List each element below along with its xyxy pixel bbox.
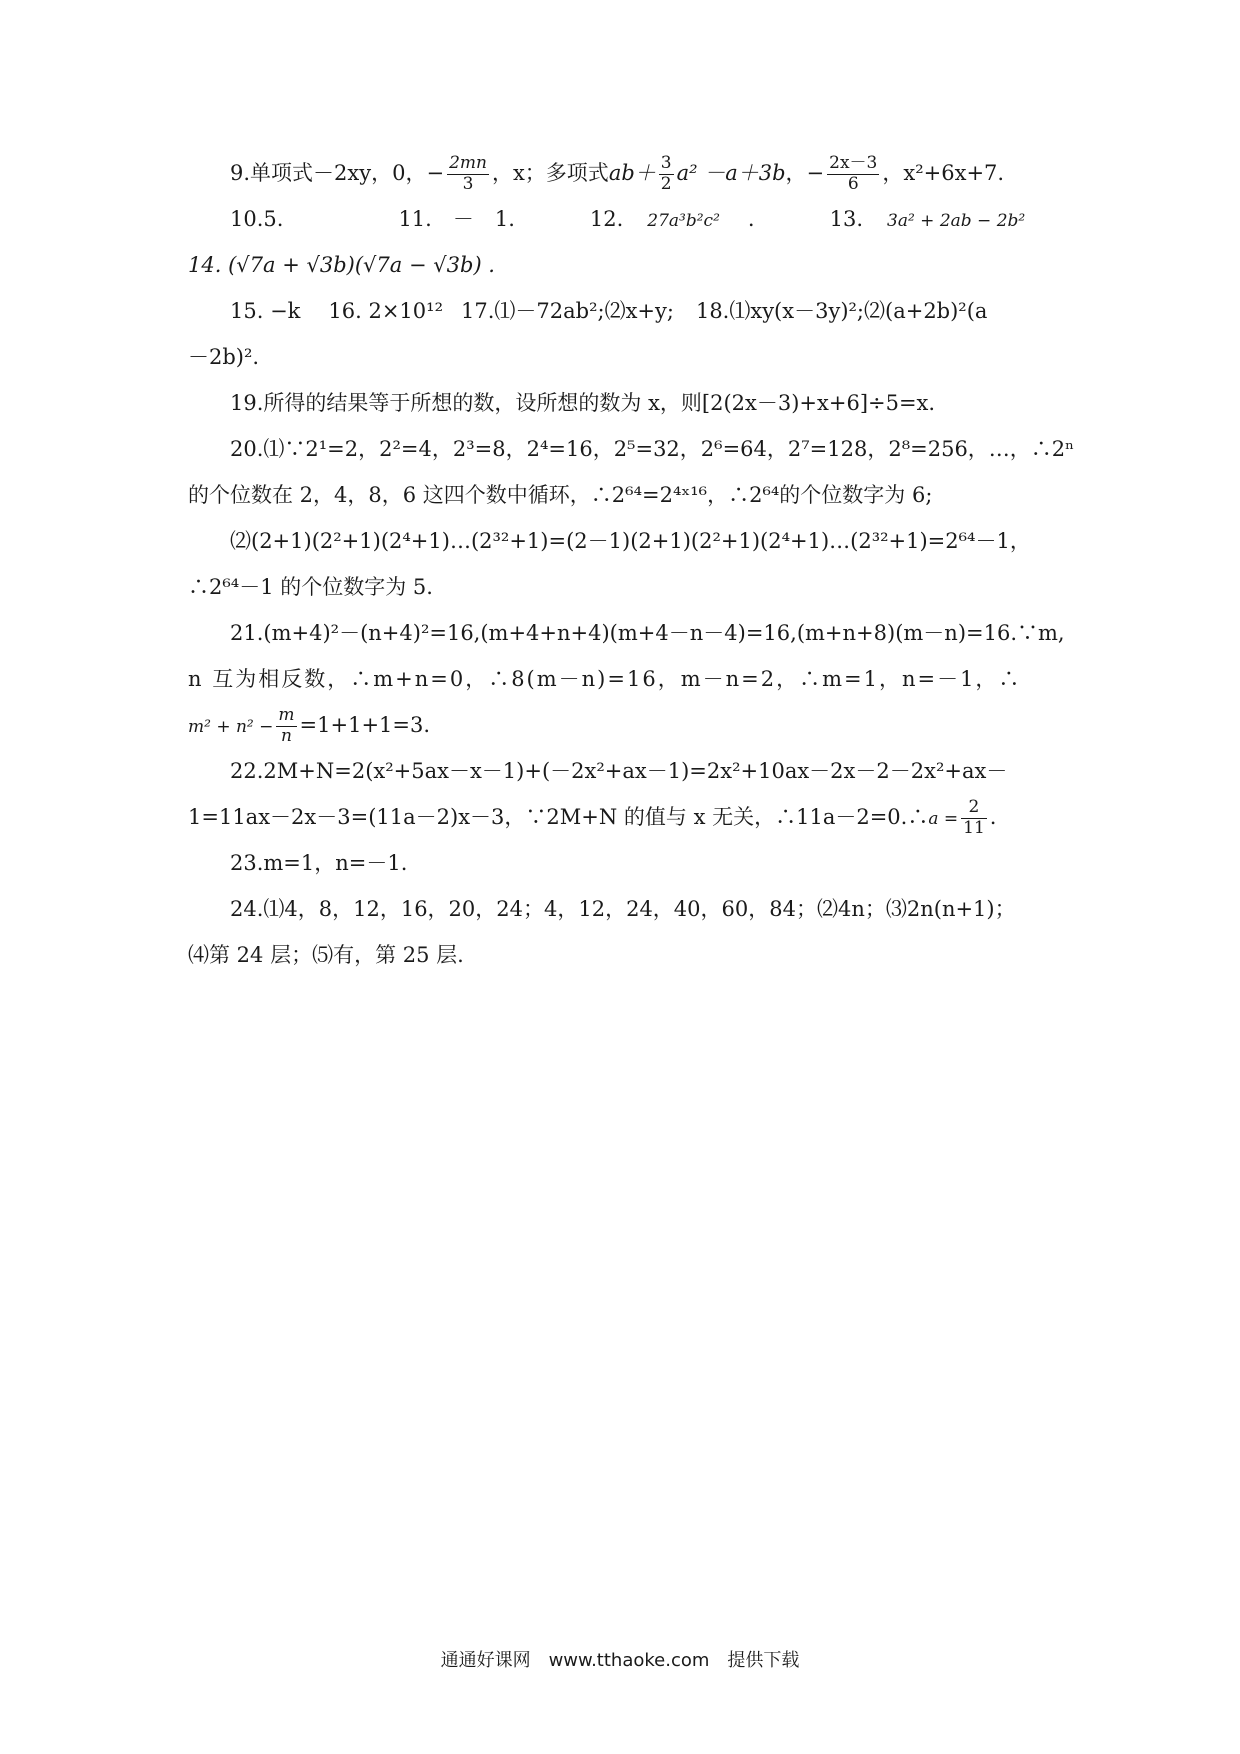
answer-13-label: 13.	[829, 207, 863, 231]
minus-sign: −	[806, 161, 825, 185]
answer-9-mid: ，x；多项式	[491, 161, 609, 185]
answer-24-text: 24.⑴4，8，12，16，20，24；4，12，24，40，60，84；⑵4n；⑶2n(n+1)；	[230, 897, 1016, 921]
separator: ，	[785, 161, 807, 185]
answer-13-formula: 3a² + 2ab − 2b²	[887, 211, 1026, 231]
answer-24-line1	[188, 886, 1058, 932]
minus-sign: −	[426, 161, 445, 185]
answer-9	[188, 150, 1058, 196]
answer-18: 18.⑴xy(x－3y)²;⑵(a+2b)²(a	[695, 299, 988, 323]
numerator: 2mn	[449, 153, 487, 174]
answer-16: 16. 2×10¹²	[328, 299, 443, 323]
answer-21-line1	[188, 610, 1065, 656]
answer-24-text: ⑷第 24 层；⑸有，第 25 层.	[188, 943, 464, 967]
answers-15-18	[188, 288, 1058, 334]
answer-12-formula: 27a³b²c²	[647, 211, 720, 231]
answer-23	[188, 840, 1058, 886]
answer-15: 15. −k	[230, 299, 301, 323]
page-footer: 通通好课网 www.tthaoke.com 提供下载	[440, 1650, 800, 1671]
answer-22-text: 22.2M+N=2(x²+5ax－x－1)+(－2x²+ax－1)=2x²+10ax－2x－2－2x²+ax－	[230, 759, 1008, 783]
answer-19-text: 19.所得的结果等于所想的数，设所想的数为 x，则[2(2x－3)+x+6]÷5=x.	[230, 391, 936, 415]
answer-22-end: .	[989, 805, 997, 829]
answer-12-end: .	[747, 207, 755, 231]
denominator: 11	[963, 818, 985, 838]
numerator: m	[278, 705, 295, 726]
answer-11: 11. － 1.	[398, 207, 515, 231]
numerator: 3	[660, 153, 672, 174]
answer-key	[188, 150, 1075, 978]
answer-22-line1	[188, 748, 1058, 794]
answer-12-label: 12.	[589, 207, 624, 231]
answer-22-var: a =	[928, 809, 959, 829]
fraction	[276, 707, 296, 746]
answer-20-line2	[188, 472, 1058, 518]
answer-23-text: 23.m=1，n=－1.	[230, 851, 408, 875]
poly-term: ab＋	[608, 161, 656, 185]
answer-21-text: n 互为相反数，∴m+n=0，∴8(m－n)=16，m－n=2，∴m=1，n=－1，∴	[188, 667, 1022, 691]
numerator: 2x－3	[829, 153, 878, 174]
answer-14-text: 14. (√7a + √3b)(√7a − √3b) .	[188, 253, 495, 277]
answer-20-text: 20.⑴∵2¹=2，2²=4，2³=8，2⁴=16，2⁵=32，2⁶=64，2⁷=128，2⁸=256，…，∴2ⁿ	[230, 437, 1075, 461]
answer-20-line4	[188, 564, 1058, 610]
answer-21-line2	[188, 656, 1058, 702]
answer-21-expr: m² + n² −	[188, 717, 274, 737]
answer-10: 10.5.	[230, 207, 284, 231]
answer-18-cont	[188, 334, 1058, 380]
answer-20-line1	[188, 426, 1075, 472]
answer-20-text: 的个位数在 2，4，8，6 这四个数中循环，∴2⁶⁴=2⁴ˣ¹⁶，∴2⁶⁴的个位数字为 6;	[188, 483, 933, 507]
answer-20-text: ⑵(2+1)(2²+1)(2⁴+1)…(2³²+1)=(2－1)(2+1)(2²+1)(2⁴+1)…(2³²+1)=2⁶⁴－1，	[230, 529, 1031, 553]
answer-24-line2	[188, 932, 1058, 978]
answer-21-text: 21.(m+4)²－(n+4)²=16,(m+4+n+4)(m+4－n－4)=16,(m+n+8)(m－n)=16.∵m,	[230, 621, 1065, 645]
answer-18-cont-text: －2b)².	[188, 345, 260, 369]
answer-20-line3	[188, 518, 1058, 564]
answers-10-13	[188, 196, 1058, 242]
fraction	[447, 155, 489, 194]
denominator: 6	[827, 174, 879, 194]
answer-19	[188, 380, 1058, 426]
fraction	[827, 155, 879, 194]
answer-20-text: ∴2⁶⁴－1 的个位数字为 5.	[188, 575, 433, 599]
answer-21-line3	[188, 702, 1058, 748]
poly-term: a² －a＋3b	[676, 161, 786, 185]
answer-9-suffix: ，x²+6x+7.	[882, 161, 1005, 185]
answer-22-text: 1=11ax－2x－3=(11a－2)x－3，∵2M+N 的值与 x 无关，∴11a－2=0.∴	[188, 805, 929, 829]
denominator: 2	[660, 174, 672, 194]
answer-22-line2	[188, 794, 1058, 840]
denominator: 3	[447, 174, 489, 194]
denominator: n	[276, 726, 296, 746]
numerator: 2	[968, 797, 980, 818]
fraction	[659, 155, 674, 194]
answer-21-end: =1+1+1=3.	[299, 713, 431, 737]
fraction	[961, 799, 987, 838]
answer-17: 17.⑴－72ab²;⑵x+y;	[461, 299, 674, 323]
answer-14	[188, 242, 1058, 288]
answer-9-prefix: 9.单项式－2xy，0，	[230, 161, 427, 185]
